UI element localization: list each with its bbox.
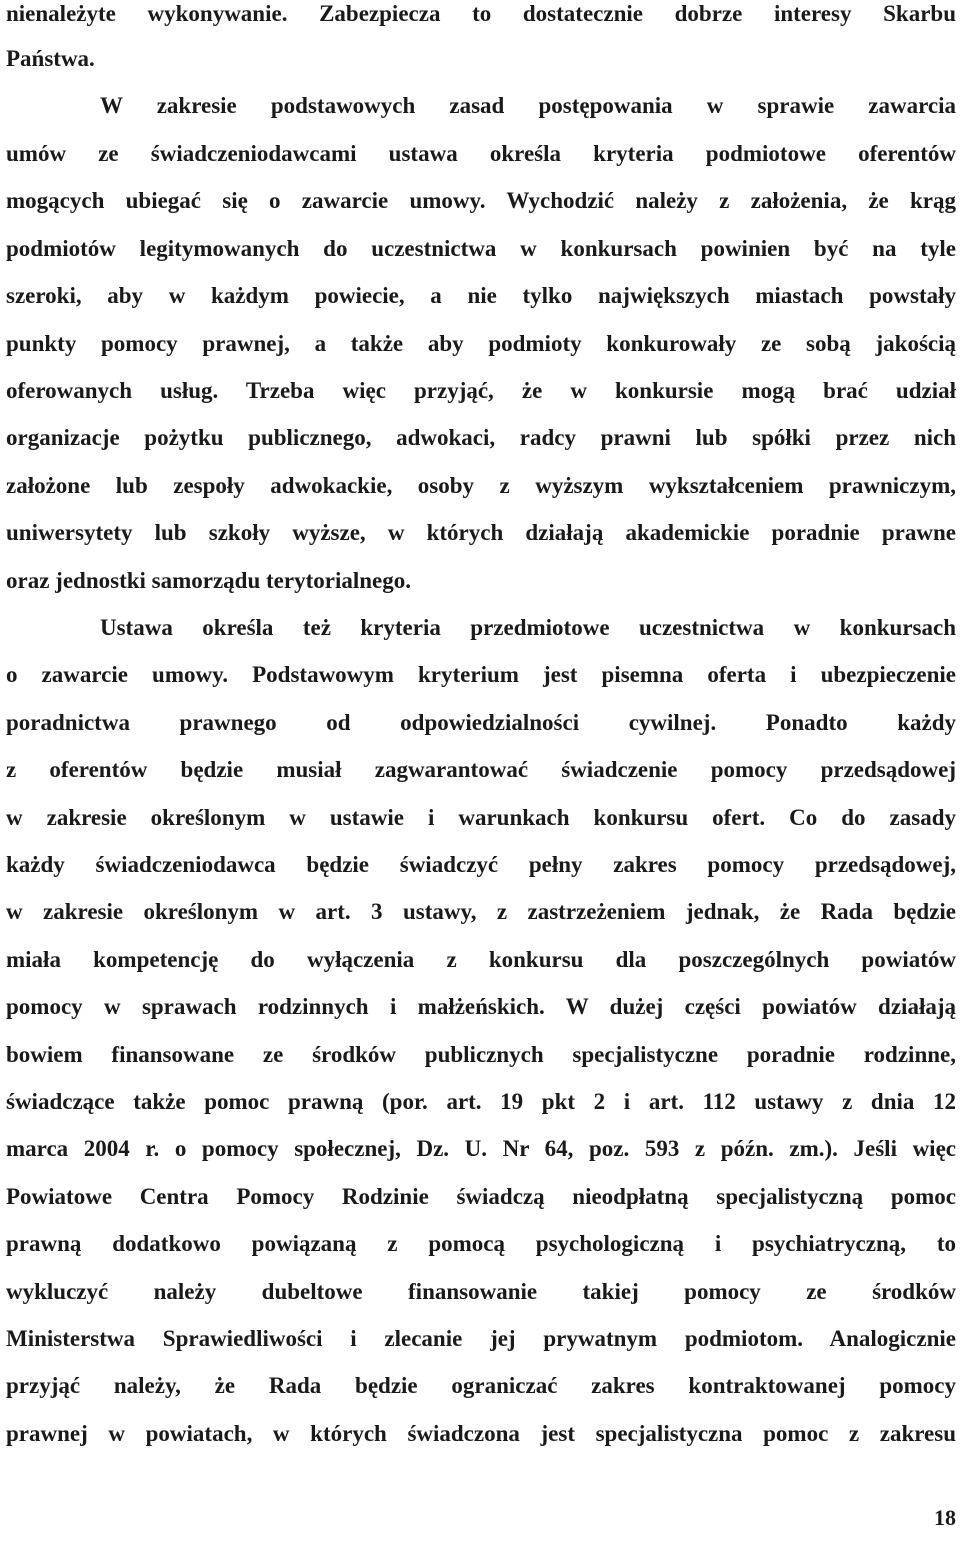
text-line: punkty pomocy prawnej, a także aby podmioty konkurowały ze sobą jakością [6, 331, 956, 356]
text-line: marca 2004 r. o pomocy społecznej, Dz. U. Nr 64, poz. 593 z późn. zm.). Jeśli więc [6, 1136, 956, 1161]
text-line: Ustawa określa też kryteria przedmiotowe uczestnictwa w konkursach [100, 615, 956, 640]
text-line: o zawarcie umowy. Podstawowym kryterium jest pisemna oferta i ubezpieczenie [6, 662, 956, 687]
text-line: oferowanych usług. Trzeba więc przyjąć, że w konkursie mogą brać udział [6, 378, 956, 403]
text-line: świadczące także pomoc prawną (por. art. 19 pkt 2 i art. 112 ustawy z dnia 12 [6, 1089, 956, 1114]
text-line: W zakresie podstawowych zasad postępowania w sprawie zawarcia [100, 93, 956, 118]
text-line: z oferentów będzie musiał zagwarantować świadczenie pomocy przedsądowej [6, 757, 956, 782]
text-line: każdy świadczeniodawca będzie świadczyć pełny zakres pomocy przedsądowej, [6, 852, 956, 877]
text-line: podmiotów legitymowanych do uczestnictwa w konkursach powinien być na tyle [6, 236, 956, 261]
text-line: w zakresie określonym w art. 3 ustawy, z zastrzeżeniem jednak, że Rada będzie [6, 899, 956, 924]
text-line: Państwa. [6, 46, 95, 71]
text-line: nienależyte wykonywanie. Zabezpiecza to dostatecznie dobrze interesy Skarbu [6, 1, 956, 26]
text-line: Powiatowe Centra Pomocy Rodzinie świadczą nieodpłatną specjalistyczną pomoc [6, 1184, 956, 1209]
text-line: Ministerstwa Sprawiedliwości i zlecanie jej prywatnym podmiotom. Analogicznie [6, 1326, 956, 1351]
text-line: szeroki, aby w każdym powiecie, a nie tylko największych miastach powstały [6, 283, 956, 308]
page-number: 18 [934, 1505, 956, 1530]
text-line: uniwersytety lub szkoły wyższe, w których działają akademickie poradnie prawne [6, 520, 956, 545]
text-line: bowiem finansowane ze środków publicznych specjalistyczne poradnie rodzinne, [6, 1042, 956, 1067]
text-line: miała kompetencję do wyłączenia z konkursu dla poszczególnych powiatów [6, 947, 956, 972]
text-line: w zakresie określonym w ustawie i warunkach konkursu ofert. Co do zasady [6, 805, 956, 830]
text-line: organizacje pożytku publicznego, adwokaci, radcy prawni lub spółki przez nich [6, 425, 956, 450]
text-line: prawną dodatkowo powiązaną z pomocą psychologiczną i psychiatryczną, to [6, 1231, 956, 1256]
text-line: mogących ubiegać się o zawarcie umowy. Wychodzić należy z założenia, że krąg [6, 188, 956, 213]
text-line: założone lub zespoły adwokackie, osoby z wyższym wykształceniem prawniczym, [6, 473, 956, 498]
text-line: prawnej w powiatach, w których świadczona jest specjalistyczna pomoc z zakresu [6, 1421, 956, 1446]
text-line: umów ze świadczeniodawcami ustawa określa kryteria podmiotowe oferentów [6, 141, 956, 166]
text-line: oraz jednostki samorządu terytorialnego. [6, 568, 411, 593]
text-line: wykluczyć należy dubeltowe finansowanie takiej pomocy ze środków [6, 1279, 956, 1304]
text-line: poradnictwa prawnego od odpowiedzialności cywilnej. Ponadto każdy [6, 710, 956, 735]
text-line: pomocy w sprawach rodzinnych i małżeńskich. W dużej części powiatów działają [6, 994, 956, 1019]
text-line: przyjąć należy, że Rada będzie ograniczać zakres kontraktowanej pomocy [6, 1373, 956, 1398]
